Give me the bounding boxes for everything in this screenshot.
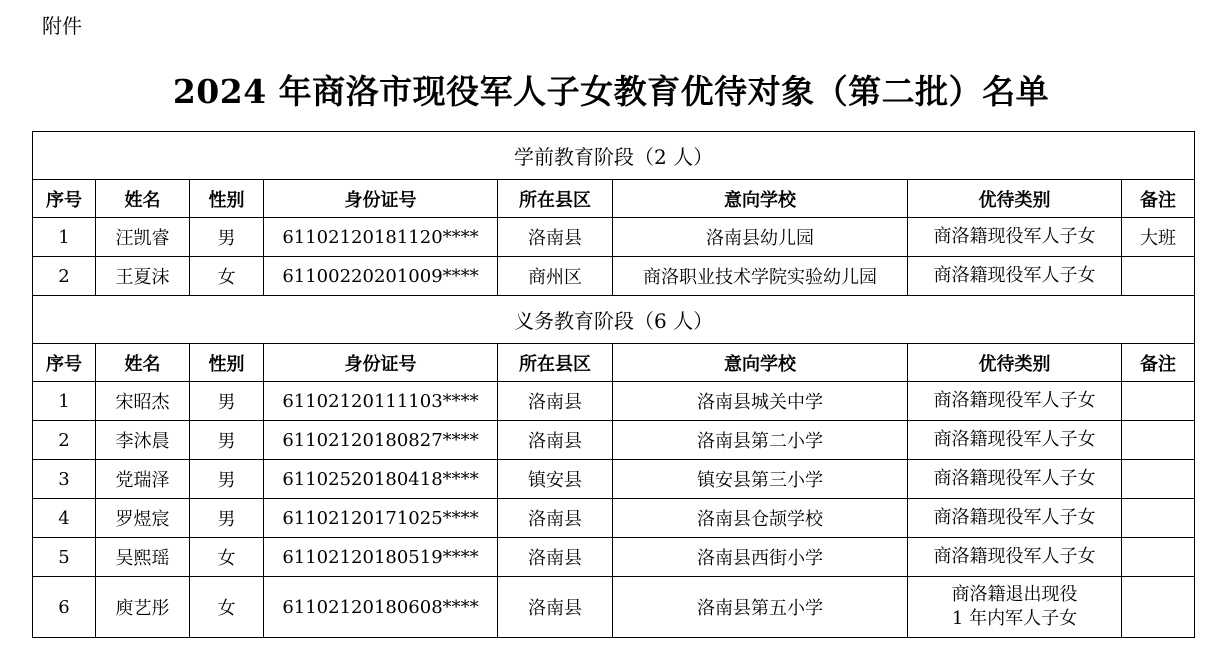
column-header: 身份证号 (264, 180, 498, 218)
gender-cell: 男 (190, 382, 264, 421)
intended-school-cell: 洛南县西街小学 (613, 538, 908, 577)
preferential-category-cell (908, 460, 1122, 499)
county-cell: 洛南县 (498, 382, 613, 421)
row-number-cell: 2 (33, 421, 96, 460)
preferential-category-line: 商洛籍现役军人子女 (933, 429, 1096, 450)
county-cell: 镇安县 (498, 460, 613, 499)
student-name-cell: 党瑞泽 (96, 460, 190, 499)
remark-cell (1122, 382, 1195, 421)
remark-cell: 大班 (1122, 218, 1195, 257)
remark-cell (1122, 257, 1195, 296)
intended-school-cell: 商洛职业技术学院实验幼儿园 (613, 257, 908, 296)
intended-school-cell: 洛南县城关中学 (613, 382, 908, 421)
id-number-cell: 61102120181120**** (264, 218, 498, 257)
gender-cell: 男 (190, 218, 264, 257)
table-row (33, 538, 1195, 577)
section-heading: 学前教育阶段（2 人） (33, 132, 1195, 180)
remark-cell (1122, 577, 1195, 638)
county-cell: 洛南县 (498, 499, 613, 538)
preferential-category-cell (908, 382, 1122, 421)
remark-cell (1122, 421, 1195, 460)
row-number-cell: 1 (33, 218, 96, 257)
student-name-cell: 庾艺彤 (96, 577, 190, 638)
preferential-category-line: 商洛籍现役军人子女 (933, 546, 1096, 567)
column-header: 序号 (33, 344, 96, 382)
intended-school-cell: 镇安县第三小学 (613, 460, 908, 499)
preferential-category-line: 商洛籍现役军人子女 (933, 226, 1096, 247)
preferential-category-cell (908, 499, 1122, 538)
column-header: 优待类别 (908, 180, 1122, 218)
student-name-cell: 汪凯睿 (96, 218, 190, 257)
column-header: 备注 (1122, 344, 1195, 382)
gender-cell: 男 (190, 421, 264, 460)
gender-cell: 男 (190, 499, 264, 538)
column-header: 所在县区 (498, 344, 613, 382)
id-number-cell: 61102120180827**** (264, 421, 498, 460)
attachment-label: 附件 (42, 14, 82, 38)
table-row (33, 460, 1195, 499)
column-header: 姓名 (96, 180, 190, 218)
preferential-category-cell (908, 257, 1122, 296)
intended-school-cell: 洛南县幼儿园 (613, 218, 908, 257)
table-row (33, 257, 1195, 296)
intended-school-cell: 洛南县仓颉学校 (613, 499, 908, 538)
county-cell: 洛南县 (498, 218, 613, 257)
row-number-cell: 5 (33, 538, 96, 577)
section-heading-row (33, 296, 1195, 344)
table-row (33, 421, 1195, 460)
gender-cell: 女 (190, 538, 264, 577)
column-header: 序号 (33, 180, 96, 218)
preferential-category-cell (908, 577, 1122, 638)
id-number-cell: 61102120180608**** (264, 577, 498, 638)
student-name-cell: 李沐晨 (96, 421, 190, 460)
preferential-category-line: 1 年内军人子女 (951, 608, 1078, 629)
row-number-cell: 1 (33, 382, 96, 421)
student-name-cell: 王夏沫 (96, 257, 190, 296)
column-header: 性别 (190, 344, 264, 382)
column-header: 备注 (1122, 180, 1195, 218)
column-header-row (33, 180, 1195, 218)
column-header: 意向学校 (613, 344, 908, 382)
table-row (33, 577, 1195, 638)
column-header: 身份证号 (264, 344, 498, 382)
table-row (33, 218, 1195, 257)
preferential-category-cell (908, 421, 1122, 460)
section-heading: 义务教育阶段（6 人） (33, 296, 1195, 344)
column-header: 性别 (190, 180, 264, 218)
preferential-category-line: 商洛籍退出现役 (951, 584, 1078, 605)
county-cell: 洛南县 (498, 421, 613, 460)
column-header: 姓名 (96, 344, 190, 382)
county-cell: 商州区 (498, 257, 613, 296)
id-number-cell: 61102120180519**** (264, 538, 498, 577)
preferential-category-line: 商洛籍现役军人子女 (933, 468, 1096, 489)
row-number-cell: 3 (33, 460, 96, 499)
preferential-category-cell (908, 538, 1122, 577)
student-name-cell: 吴熙瑶 (96, 538, 190, 577)
intended-school-cell: 洛南县第五小学 (613, 577, 908, 638)
document-title: 2024 年商洛市现役军人子女教育优待对象（第二批）名单 (172, 72, 1050, 111)
remark-cell (1122, 460, 1195, 499)
id-number-cell: 61100220201009**** (264, 257, 498, 296)
gender-cell: 女 (190, 577, 264, 638)
preferential-category-line: 商洛籍现役军人子女 (933, 265, 1096, 286)
student-name-cell: 罗煜宸 (96, 499, 190, 538)
row-number-cell: 2 (33, 257, 96, 296)
roster-table (32, 131, 1195, 638)
county-cell: 洛南县 (498, 577, 613, 638)
column-header-row (33, 344, 1195, 382)
student-name-cell: 宋昭杰 (96, 382, 190, 421)
column-header: 所在县区 (498, 180, 613, 218)
table-row (33, 499, 1195, 538)
table-row (33, 382, 1195, 421)
preferential-category-cell (908, 218, 1122, 257)
row-number-cell: 4 (33, 499, 96, 538)
remark-cell (1122, 499, 1195, 538)
preferential-category-line: 商洛籍现役军人子女 (933, 390, 1096, 411)
remark-cell (1122, 538, 1195, 577)
gender-cell: 女 (190, 257, 264, 296)
intended-school-cell: 洛南县第二小学 (613, 421, 908, 460)
id-number-cell: 61102120111103**** (264, 382, 498, 421)
id-number-cell: 61102120171025**** (264, 499, 498, 538)
county-cell: 洛南县 (498, 538, 613, 577)
column-header: 优待类别 (908, 344, 1122, 382)
row-number-cell: 6 (33, 577, 96, 638)
id-number-cell: 61102520180418**** (264, 460, 498, 499)
gender-cell: 男 (190, 460, 264, 499)
column-header: 意向学校 (613, 180, 908, 218)
section-heading-row (33, 132, 1195, 180)
preferential-category-line: 商洛籍现役军人子女 (933, 507, 1096, 528)
